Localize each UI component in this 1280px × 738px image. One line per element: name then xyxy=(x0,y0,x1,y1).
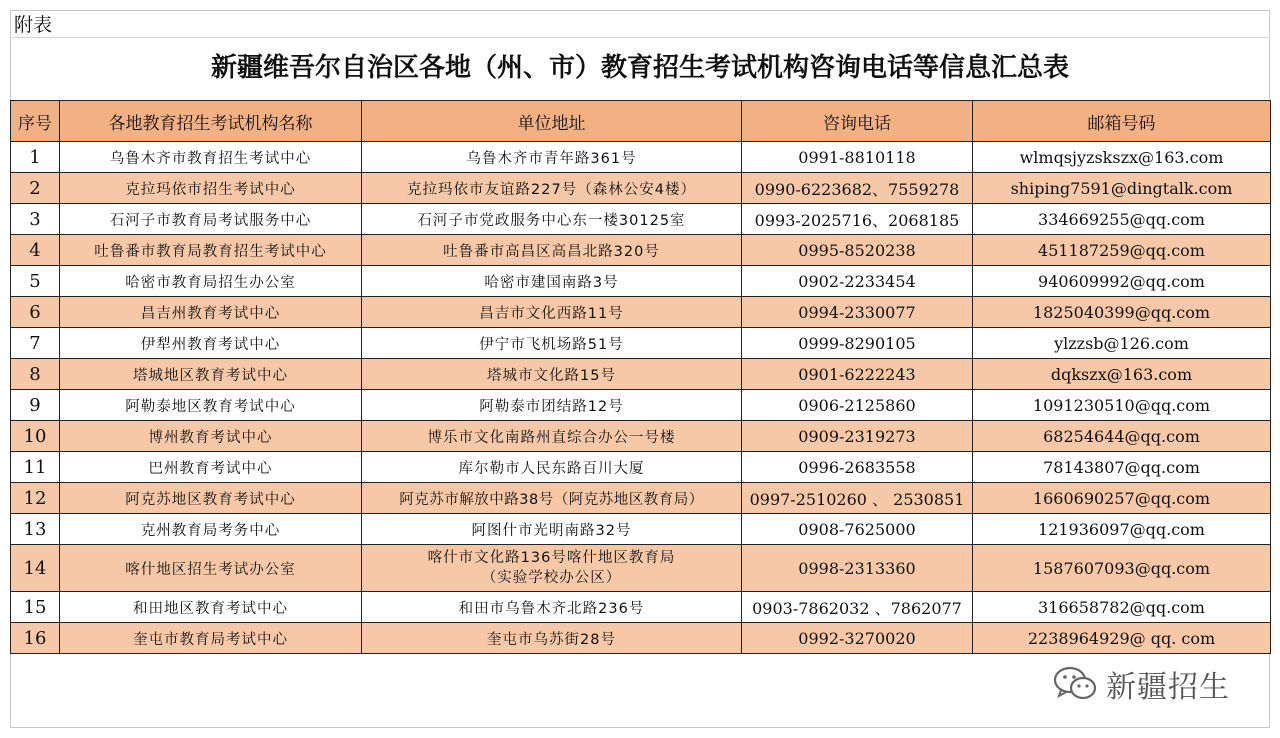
row-number: 3 xyxy=(11,204,60,235)
page-title: 新疆维吾尔自治区各地（州、市）教育招生考试机构咨询电话等信息汇总表 xyxy=(210,53,1069,83)
row-number: 10 xyxy=(11,421,60,452)
sheet-tag: 附表 xyxy=(14,14,53,36)
org-phone: 0998-2313360 xyxy=(742,545,973,592)
table-row xyxy=(11,545,1271,592)
org-address: 哈密市建国南路3号 xyxy=(362,266,742,297)
org-phone: 0997-2510260 、 2530851 xyxy=(742,483,973,514)
row-number: 5 xyxy=(11,266,60,297)
row-number: 2 xyxy=(11,173,60,204)
org-name: 昌吉州教育考试中心 xyxy=(60,297,362,328)
row-number: 1 xyxy=(11,142,60,173)
org-address: 乌鲁木齐市青年路361号 xyxy=(362,142,742,173)
table-row xyxy=(11,359,1271,390)
org-email: 1587607093@qq.com xyxy=(973,545,1271,592)
org-name: 哈密市教育局招生办公室 xyxy=(60,266,362,297)
org-address: 和田市乌鲁木齐北路236号 xyxy=(362,592,742,623)
org-address: 塔城市文化路15号 xyxy=(362,359,742,390)
org-phone: 0906-2125860 xyxy=(742,390,973,421)
org-phone: 0903-7862032 、7862077 xyxy=(742,592,973,623)
org-phone: 0990-6223682、7559278 xyxy=(742,173,973,204)
row-number: 15 xyxy=(11,592,60,623)
org-address: 博乐市文化南路州直综合办公一号楼 xyxy=(362,421,742,452)
org-name: 博州教育考试中心 xyxy=(60,421,362,452)
org-address: 奎屯市乌苏街28号 xyxy=(362,623,742,654)
org-name: 伊犁州教育考试中心 xyxy=(60,328,362,359)
org-phone: 0992-3270020 xyxy=(742,623,973,654)
table-row xyxy=(11,421,1271,452)
org-email: 2238964929@ qq. com xyxy=(973,623,1271,654)
table-row xyxy=(11,452,1271,483)
org-address-cell xyxy=(362,545,742,592)
org-email: wlmqsjyzskszx@163.com xyxy=(973,142,1271,173)
org-phone: 0994-2330077 xyxy=(742,297,973,328)
table-row xyxy=(11,266,1271,297)
org-name: 克拉玛依市招生考试中心 xyxy=(60,173,362,204)
header-name: 各地教育招生考试机构名称 xyxy=(60,101,362,142)
org-address: 昌吉市文化西路11号 xyxy=(362,297,742,328)
org-address: 喀什市文化路136号喀什地区教育局 xyxy=(427,550,676,566)
table-row xyxy=(11,173,1271,204)
org-name: 乌鲁木齐市教育招生考试中心 xyxy=(60,142,362,173)
org-address: 阿图什市光明南路32号 xyxy=(362,514,742,545)
org-address-line2: （实验学校办公区） xyxy=(481,570,622,586)
row-number: 14 xyxy=(11,545,60,592)
org-phone: 0908-7625000 xyxy=(742,514,973,545)
table-row xyxy=(11,390,1271,421)
org-email: 940609992@qq.com xyxy=(973,266,1271,297)
org-email: 316658782@qq.com xyxy=(973,592,1271,623)
org-email: 451187259@qq.com xyxy=(973,235,1271,266)
org-email: 334669255@qq.com xyxy=(973,204,1271,235)
org-phone: 0909-2319273 xyxy=(742,421,973,452)
org-phone: 0991-8810118 xyxy=(742,142,973,173)
header-phone: 咨询电话 xyxy=(742,101,973,142)
row-number: 8 xyxy=(11,359,60,390)
org-email: 1091230510@qq.com xyxy=(973,390,1271,421)
org-name: 吐鲁番市教育局教育招生考试中心 xyxy=(60,235,362,266)
org-phone: 0995-8520238 xyxy=(742,235,973,266)
org-name: 阿勒泰地区教育考试中心 xyxy=(60,390,362,421)
row-number: 11 xyxy=(11,452,60,483)
org-address: 伊宁市飞机场路51号 xyxy=(362,328,742,359)
table-row xyxy=(11,235,1271,266)
org-name: 克州教育局考务中心 xyxy=(60,514,362,545)
row-number: 6 xyxy=(11,297,60,328)
org-phone: 0902-2233454 xyxy=(742,266,973,297)
header-address: 单位地址 xyxy=(362,101,742,142)
header-email: 邮箱号码 xyxy=(973,101,1271,142)
org-phone: 0996-2683558 xyxy=(742,452,973,483)
org-phone: 0999-8290105 xyxy=(742,328,973,359)
org-email: shiping7591@dingtalk.com xyxy=(973,173,1271,204)
org-name: 塔城地区教育考试中心 xyxy=(60,359,362,390)
org-email: 78143807@qq.com xyxy=(973,452,1271,483)
watermark xyxy=(1052,662,1230,706)
row-number: 13 xyxy=(11,514,60,545)
org-address: 吐鲁番市高昌区高昌北路320号 xyxy=(362,235,742,266)
org-email: ylzzsb@126.com xyxy=(973,328,1271,359)
row-number: 4 xyxy=(11,235,60,266)
table-row xyxy=(11,297,1271,328)
table-row xyxy=(11,592,1271,623)
org-address: 阿克苏市解放中路38号（阿克苏地区教育局） xyxy=(362,483,742,514)
table-header-row xyxy=(11,101,1271,142)
org-name: 和田地区教育考试中心 xyxy=(60,592,362,623)
org-name: 巴州教育考试中心 xyxy=(60,452,362,483)
org-email: dqkszx@163.com xyxy=(973,359,1271,390)
table-row xyxy=(11,328,1271,359)
org-name: 阿克苏地区教育考试中心 xyxy=(60,483,362,514)
org-email: 68254644@qq.com xyxy=(973,421,1271,452)
table-row xyxy=(11,483,1271,514)
org-name: 喀什地区招生考试办公室 xyxy=(60,545,362,592)
table-row xyxy=(11,623,1271,654)
org-address: 阿勒泰市团结路12号 xyxy=(362,390,742,421)
contact-table xyxy=(10,100,1271,654)
table-row xyxy=(11,142,1271,173)
table-row xyxy=(11,204,1271,235)
org-email: 121936097@qq.com xyxy=(973,514,1271,545)
row-number: 12 xyxy=(11,483,60,514)
org-address: 库尔勒市人民东路百川大厦 xyxy=(362,452,742,483)
org-email: 1660690257@qq.com xyxy=(973,483,1271,514)
org-phone: 0993-2025716、2068185 xyxy=(742,204,973,235)
row-number: 16 xyxy=(11,623,60,654)
org-name: 奎屯市教育局考试中心 xyxy=(60,623,362,654)
org-email: 1825040399@qq.com xyxy=(973,297,1271,328)
divider xyxy=(10,37,1270,38)
watermark-text: 新疆招生 xyxy=(1106,670,1230,705)
org-address: 石河子市党政服务中心东一楼30125室 xyxy=(362,204,742,235)
header-no: 序号 xyxy=(11,101,60,142)
wechat-icon xyxy=(1052,665,1098,703)
org-address: 克拉玛依市友谊路227号（森林公安4楼） xyxy=(362,173,742,204)
table-row xyxy=(11,514,1271,545)
row-number: 7 xyxy=(11,328,60,359)
org-phone: 0901-6222243 xyxy=(742,359,973,390)
row-number: 9 xyxy=(11,390,60,421)
org-name: 石河子市教育局考试服务中心 xyxy=(60,204,362,235)
